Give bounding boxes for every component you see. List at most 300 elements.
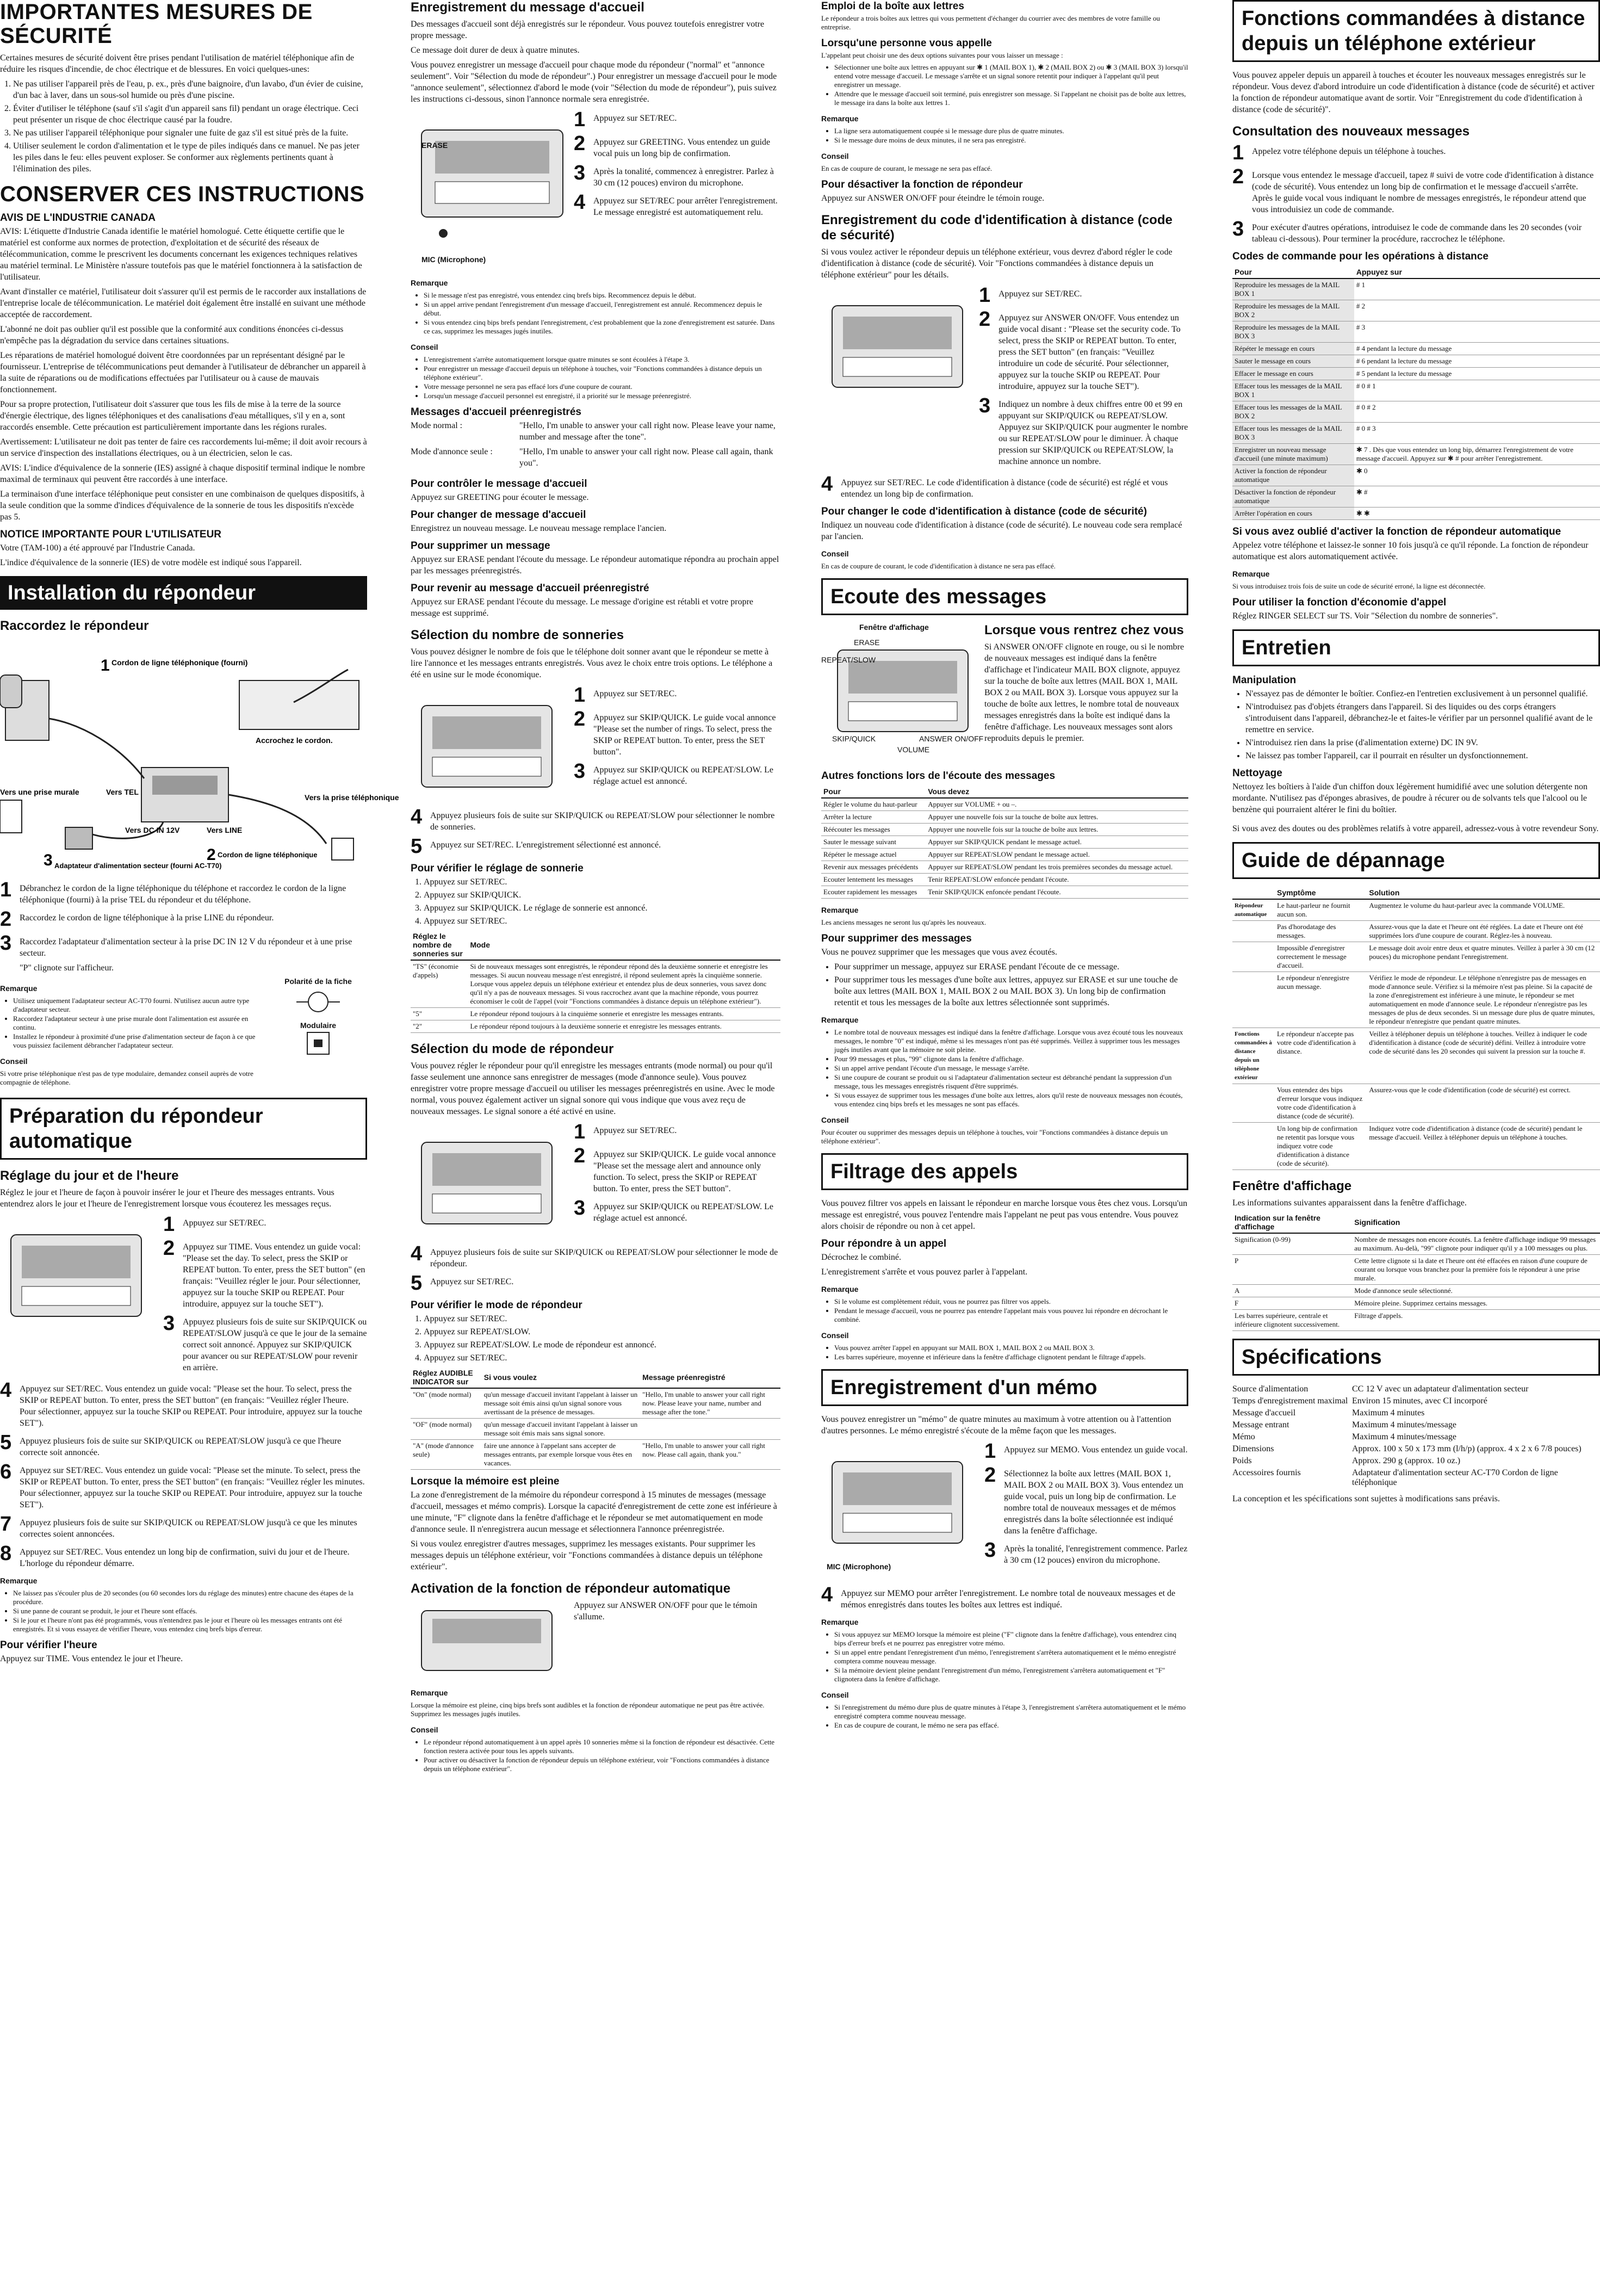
- check-title: Pour contrôler le message d'accueil: [411, 478, 587, 490]
- rings-steps-rest: [411, 807, 780, 857]
- step-text: Appuyez plusieurs fois de suite sur SKIP/QUICK ou REPEAT/SLOW jusqu'à ce que le jour de la semaine correct soit annoncé. Appuyez sur SKIP/QUICK pour avancer ou sur REPEAT/SLOW pour revenir en arrière.: [183, 1317, 367, 1372]
- clock-remarques: [0, 1589, 367, 1633]
- conseil-item: • En cas de coupure de courant, le mémo ne sera pas effacé.: [834, 1721, 1188, 1730]
- spec-value: Adaptateur d'alimentation secteur AC-T70 Cordon de ligne téléphonique: [1352, 1468, 1558, 1487]
- activate-machine-drawing: [411, 1600, 563, 1681]
- step-number: 4: [821, 1583, 833, 1606]
- table-cell: F: [1232, 1297, 1352, 1310]
- step: [821, 474, 1188, 500]
- table-cell: Sauter le message suivant: [821, 836, 926, 849]
- step-text: Débranchez le cordon de la ligne téléphonique du téléphone et raccordez le cordon de la ligne téléphonique (fourni) à la prise TEL du répondeur et du téléphone.: [20, 884, 346, 905]
- step-text: Appuyez plusieurs fois de suite sur SKIP/QUICK ou REPEAT/SLOW jusqu'à ce que l'heure correcte soit annoncée.: [20, 1437, 342, 1457]
- table-cell: Cette lettre clignote si la date et l'heure ont été effacées en raison d'une coupure de courant ou lorsque vous branchez pour la première fois le répondeur à une prise murale.: [1352, 1255, 1600, 1285]
- step: [984, 1540, 1188, 1566]
- greet-conseil-label: Conseil: [411, 343, 438, 351]
- spec-value: Environ 15 minutes, avec CI incorporé: [1352, 1396, 1487, 1406]
- step-text: Appuyez plusieurs fois de suite sur SKIP/QUICK ou REPEAT/SLOW jusqu'à ce que les minutes correctes soient annoncées.: [20, 1518, 357, 1539]
- remarque-item: • Si le jour et l'heure n'ont pas été programmés, vous n'entendrez pas le jour et l'heure où les messages entrants ont été enregistrés. Et si vous essayez de vérifier l'heure, vous entendez cinq brefs bips d'erreur.: [13, 1616, 367, 1633]
- step: [574, 133, 780, 159]
- spec-value: CC 12 V avec un adaptateur d'alimentation secteur: [1352, 1384, 1529, 1394]
- step-number: 2: [163, 1237, 175, 1260]
- delmsg-remarques: [821, 1028, 1188, 1109]
- mode-title: Sélection du mode de répondeur: [411, 1042, 614, 1056]
- trouble-title: Guide de dépannage: [1232, 842, 1600, 879]
- machine-back-shape: [239, 680, 359, 729]
- spec-label: Poids: [1232, 1456, 1252, 1465]
- step-number: 3: [0, 932, 12, 955]
- clock-remarque-label: Remarque: [0, 1576, 38, 1585]
- rings-machine-drawing: [411, 684, 563, 803]
- table-row: [411, 1419, 780, 1440]
- step-number: 5: [411, 1272, 423, 1295]
- rings-verify-steps: [411, 876, 780, 927]
- step-text: Appuyez sur SET/REC. Le code d'identification à distance (code de sécurité) est réglé et vous entendez un long bip de confirmation.: [841, 478, 1168, 499]
- table-cell: Arrêter la lecture: [821, 811, 926, 824]
- step-number: 1: [0, 878, 12, 901]
- table-cell: Réécouter les messages: [821, 824, 926, 836]
- table-row: [411, 1440, 780, 1470]
- table-cell: Veillez à téléphoner depuis un téléphone à touches. Veillez à indiquer le code d'identification à distance (code de sécurité) défini. Veillez à introduire votre code de sécurité dans les 20 secondes qui suivent la pression sur la touche #.: [1367, 1028, 1600, 1084]
- step-number: 4: [574, 191, 586, 214]
- step-text: Raccordez le cordon de ligne téléphonique à la prise LINE du répondeur.: [20, 913, 274, 923]
- greet-remarque-label: Remarque: [411, 279, 448, 287]
- full-title: Lorsque la mémoire est pleine: [411, 1476, 560, 1487]
- step: [574, 1122, 780, 1142]
- table-header-cell: Indication sur la fenêtre d'affichage: [1232, 1212, 1352, 1233]
- table-cell: Nombre de messages non encore écoutés. La fenêtre d'affichage indique 99 messages au maximum. Au-delà, "99" clignote pour indiquer qu'il y a 100 messages ou plus.: [1352, 1233, 1600, 1255]
- connection-illustration: [0, 637, 399, 876]
- table-cell: [1232, 1084, 1275, 1123]
- activate-text: Appuyez sur ANSWER ON/OFF pour que le témoin s'allume.: [574, 1601, 758, 1622]
- memo-device-row: [821, 1440, 1188, 1581]
- code-steps-first: [979, 284, 1188, 471]
- table-row: [1232, 444, 1600, 465]
- step: [574, 1198, 780, 1224]
- safety-title: IMPORTANTES MESURES DE SÉCURITÉ: [0, 0, 313, 48]
- screen-conseil-label: Conseil: [821, 1331, 849, 1340]
- table-cell: qu'un message d'accueil invitant l'appelant à laisser un message soit émis ainsi qu'un signal sonore vous avertissant de la présence de messages.: [482, 1388, 640, 1419]
- table-row: [1232, 401, 1600, 423]
- table-cell: Arrêter l'opération en cours: [1232, 508, 1354, 520]
- spec-row: [1232, 1443, 1600, 1455]
- table-row: [1232, 486, 1600, 508]
- column-2: [411, 0, 780, 2296]
- memo-conseils: [821, 1703, 1188, 1730]
- step-text: Appuyez sur SET/REC.: [999, 289, 1082, 299]
- caller-item: • Attendre que le message d'accueil soit terminé, puis enregistrer son message. Si l'appelant ne choisit pas de boîte aux lettres, le message ira dans la boîte aux lettres 1.: [834, 90, 1188, 107]
- delmsg-items: [821, 961, 1188, 1008]
- answering-machine-drawing: [0, 1213, 152, 1333]
- spec-label: Message d'accueil: [1232, 1408, 1296, 1418]
- mode-verify-steps: [411, 1313, 780, 1364]
- delmsg-intro: Vous ne pouvez supprimer que les messages que vous avez écoutés.: [821, 948, 1057, 957]
- step-text: Lorsque vous entendez le message d'accueil, tapez # suivi de votre code d'identification à distance (code de sécurité). Vous entendez un long bip de confirmation et le message d'accueil s'arrête. Après le guide vocal vous indiquant le nombre de messages enregistrés, le répondeur attend que vous introduisiez un code de commande.: [1252, 171, 1594, 214]
- label-phone-jack: Vers la prise téléphonique: [305, 793, 399, 802]
- listen-volume-label: VOLUME: [897, 745, 930, 754]
- step-number: 2: [574, 1144, 586, 1167]
- greet-paragraph: Vous pouvez enregistrer un message d'accueil pour chaque mode du répondeur ("normal" et "annonce seulement". Voir "Sélection du mode de répondeur".) Pour enregistrer un message d'accueil pour le mode "annonce seulement", sélectionnez d'abord le mode (voir "Sélection du mode de répondeur"), puis suivez les instructions ci-dessous, sinon l'annonce normale sera enregistrée.: [411, 60, 777, 104]
- manip-title: Manipulation: [1232, 674, 1297, 686]
- clock-device-row: [0, 1213, 367, 1377]
- check-text: Appuyez sur GREETING pour écouter le message.: [411, 493, 589, 502]
- table-cell: # 2: [1354, 300, 1600, 321]
- avis-paragraph: La terminaison d'une interface téléphonique peut consister en une combinaison de quelques dispositifs, à la seule condition que la somme d'indices d'équivalence de la sonnerie de tous les dispositifs n'excède pas 5.: [0, 490, 365, 522]
- connect-steps: [0, 880, 367, 959]
- listen-side: [984, 623, 1188, 747]
- caller-items: [821, 63, 1188, 107]
- remarque-item: • Pendant le message d'accueil, vous ne pourrez pas entendre l'appelant mais vous pouvez lui répondre en décrochant le combiné.: [834, 1307, 1188, 1324]
- change-title: Pour changer de message d'accueil: [411, 509, 586, 521]
- table-cell: [640, 1419, 780, 1440]
- manip-item: • N'essayez pas de démonter le boîtier. Confiez-en l'entretien exclusivement à un personnel qualifié.: [1245, 688, 1600, 700]
- step-text: Appuyez sur SET/REC.: [593, 114, 677, 123]
- table-cell: [1232, 921, 1275, 942]
- table-cell: Effacer tous les messages de la MAIL BOX 3: [1232, 423, 1354, 444]
- memo-remarques: [821, 1630, 1188, 1684]
- listen-text: Si ANSWER ON/OFF clignote en rouge, ou si le nombre de nouveaux messages est indiqué dans la fenêtre d'affichage et l'indicateur MAIL BOX clignote, appuyez sur la touche de boîte aux lettres (MAIL BOX 1, MAIL BOX 2 ou MAIL BOX 3). Lorsque vous appuyez sur la touche de boîte aux lettres, le nombre total de nouveaux messages enregistrés dans la boîte est indiqué dans la fenêtre d'affichage. Les nouveaux messages sont alors reproduits depuis le premier.: [984, 642, 1185, 743]
- label-cord1: Cordon de ligne téléphonique (fourni): [111, 658, 248, 667]
- avis-paragraph: L'abonné ne doit pas oublier qu'il est possible que la conformité aux conditions énoncées ci-dessus n'empêche pas la dégradation du service dans certaines situations.: [0, 325, 344, 345]
- listen-title: Ecoute des messages: [821, 578, 1188, 615]
- safety-item: 1. Ne pas utiliser l'appareil près de l'eau, p. ex., près d'une baignoire, d'un lavabo, d'un évier de cuisine, d'un bac à laver, dans un sous-sol humide ou près d'une piscine.: [13, 78, 367, 101]
- consult-title: Consultation des nouveaux messages: [1232, 124, 1470, 139]
- prerec-mode: Mode normal :: [411, 421, 463, 430]
- table-cell: Un long bip de confirmation ne retentit pas lorsque vous indiquez votre code d'identification à distance (code de sécurité).: [1275, 1123, 1367, 1170]
- rings-intro: Vous pouvez désigner le nombre de fois que le téléphone doit sonner avant que le répondeur se mette à lire l'annonce et les messages entrants enregistrés. Vous avez le choix entre trois options. Le téléphone a été en usine sur le mode économique.: [411, 647, 773, 679]
- table-cell: Ecouter rapidement les messages: [821, 886, 926, 899]
- spec-label: Accessoires fournis: [1232, 1468, 1301, 1477]
- connection-diagram: [0, 637, 399, 876]
- prerec-rows: [411, 420, 780, 472]
- step-text: Après la tonalité, commencez à enregistrer. Parlez à 30 cm (12 pouces) environ du microphone.: [593, 167, 774, 188]
- table-cell: # 0 # 2: [1354, 401, 1600, 423]
- conserve-title: CONSERVER CES INSTRUCTIONS: [0, 182, 365, 206]
- rings-table: [411, 930, 780, 1033]
- table-header-row: [411, 930, 780, 960]
- screen-conseils: [821, 1344, 1188, 1361]
- table-cell: Les barres supérieure, centrale et inférieure clignotent successivement.: [1232, 1310, 1352, 1331]
- step-text: Appuyez sur SET/REC. Vous entendez un guide vocal: "Please set the hour. To select, press the SKIP or REPEAT button. To enter, press the SET button" (en français: "Veuillez régler l'heure. Pour sélectionner, appuyez sur la touche SKIP ou REPEAT. Pour introduire, appuyez sur la touche SET").: [20, 1384, 362, 1428]
- table-row: [1232, 279, 1600, 300]
- step-text: Appuyez sur MEMO pour arrêter l'enregistrement. Le nombre total de nouveaux messages et de mémos enregistrés dans toutes les boîtes aux lettres est indiqué.: [841, 1589, 1176, 1610]
- step-number: 2: [979, 308, 991, 331]
- table-cell: Reproduire les messages de la MAIL BOX 3: [1232, 321, 1354, 343]
- table-cell: Appuyer sur REPEAT/SLOW pendant les trois premières secondes du message actuel.: [926, 861, 1188, 874]
- table-cell: # 4 pendant la lecture du message: [1354, 343, 1600, 355]
- table-cell: Assurez-vous que le code d'identification (code de sécurité) est correct.: [1367, 1084, 1600, 1123]
- avis-paragraph: Pour sa propre protection, l'utilisateur doit s'assurer que tous les fils de mise à la terre de la source d'énergie électrique, des lignes téléphoniques et des canalisations d'eau métalliques, s'il y en a, sont raccordés ensemble. Cette précaution est particulièrement importante dans les régions rurales.: [0, 400, 345, 432]
- greet-conseils: [411, 355, 780, 400]
- greet-device-figure: [411, 108, 574, 271]
- table-cell: Le répondeur répond toujours à la cinquième sonnerie et enregistre les messages entrants.: [468, 1008, 780, 1020]
- avis-paragraph: Avertissement: L'utilisateur ne doit pas tenter de faire ces raccordements lui-même; il doit avoir recours à un service d'inspection des installations électriques, ou à un électricien, selon le cas.: [0, 437, 367, 458]
- cord-line: [228, 795, 326, 844]
- listen-device-figure: [821, 623, 984, 764]
- clock-device-figure: [0, 1213, 163, 1333]
- step-number: 4: [0, 1379, 12, 1402]
- table-row: [821, 798, 1188, 811]
- label-adapter: Adaptateur d'alimentation secteur (fourni AC-T70): [54, 862, 222, 870]
- memo-steps-rest: [821, 1585, 1188, 1611]
- step-text: Appuyez sur SET/REC.: [593, 1126, 677, 1135]
- table-cell: Indiquez votre code d'identification à distance (code de sécurité) pendant le message d'accueil. Veillez à téléphoner depuis un téléphone à touches.: [1367, 1123, 1600, 1170]
- mode-device-row: [411, 1121, 780, 1240]
- verify-step: 3. Appuyez sur SKIP/QUICK. Le réglage de sonnerie est annoncé.: [424, 902, 780, 914]
- conseil-item: • Pour enregistrer un message d'accueil depuis un téléphone à touches, voir "Fonctions commandées à distance depuis un téléphone extérieur".: [424, 364, 780, 382]
- tollsaver-title: Pour utiliser la fonction d'économie d'appel: [1232, 597, 1447, 608]
- table-header-cell: Réglez le nombre de sonneries sur: [411, 930, 468, 960]
- mode-steps-first: [574, 1121, 780, 1227]
- caller-title: Lorsqu'une personne vous appelle: [821, 38, 992, 49]
- table-cell: "A" (mode d'annonce seule): [411, 1440, 482, 1470]
- rings-device-row: [411, 684, 780, 803]
- forgot-text: Appelez votre téléphone et laissez-le sonner 10 fois jusqu'à ce qu'il réponde. La fonction de répondeur automatique est alors automatiquement activée.: [1232, 541, 1589, 561]
- answer-paragraph: L'enregistrement s'arrête et vous pouvez parler à l'appelant.: [821, 1267, 1028, 1277]
- delmsg-conseil-label: Conseil: [821, 1116, 849, 1124]
- step-text: Appelez votre téléphone depuis un téléphone à touches.: [1252, 147, 1446, 156]
- label-hook: Accrochez le cordon.: [256, 736, 333, 745]
- step-number: 1: [984, 1440, 996, 1463]
- code-change-title: Pour changer le code d'identification à distance (code de sécurité): [821, 506, 1147, 517]
- table-cell: ✱ 7 . Dès que vous entendez un long bip, démarrez l'enregistrement de votre message d'accueil. Appuyez sur ✱ # pour arrêter l'enregistrement.: [1354, 444, 1600, 465]
- remarque-item: • Si un appel arrive pendant l'écoute d'un message, le message s'arrête.: [834, 1064, 1188, 1073]
- table-cell: Effacer le message en cours: [1232, 368, 1354, 380]
- table-cell: Effacer tous les messages de la MAIL BOX 1: [1232, 380, 1354, 401]
- table-cell: P: [1232, 1255, 1352, 1285]
- step: [574, 163, 780, 189]
- install-title: Installation du répondeur: [0, 576, 367, 610]
- table-cell: Désactiver la fonction de répondeur automatique: [1232, 486, 1354, 508]
- spec-row: [1232, 1455, 1600, 1467]
- step: [574, 685, 780, 705]
- delete-item: • Pour supprimer tous les messages d'une boîte aux lettres, appuyez sur ERASE et sur une touche de boîte aux lettres (MAIL BOX 1, MAIL BOX 2 ou MAIL BOX 3). Un long bip de confirmation retentit et tous les messages de la boîte aux lettres sélectionnée sont supprimés.: [834, 974, 1188, 1008]
- step-text: Appuyez sur ANSWER ON/OFF. Vous entendez un guide vocal disant : "Please set the security code. To select, press the SKIP or REPEAT button. To enter, press the SET button" (en français: "Veuillez introduire un code de sécurité. Pour sélectionner, appuyez sur la touche SKIP ou REPEAT. Pour introduire, appuyez sur la touche SET").: [999, 313, 1181, 391]
- other-title: Autres fonctions lors de l'écoute des messages: [821, 770, 1056, 782]
- table-cell: Signification (0-99): [1232, 1233, 1352, 1255]
- table-cell: Revenir aux messages précédents: [821, 861, 926, 874]
- spec-row: [1232, 1419, 1600, 1431]
- remarque-item: • Si une coupure de courant se produit ou si l'adaptateur d'alimentation secteur est débranché pendant la suppression d'un message, tous les messages enregistrés risquent d'être supprimés.: [834, 1073, 1188, 1091]
- screen-intro: Vous pouvez filtrer vos appels en laissant le répondeur en marche lorsque vous êtes chez vous. Lorsqu'un message est enregistré, vous pouvez l'entendre mais l'appelant ne peut pas vous entendre. Vous pouvez alors choisir de répondre ou non à cet appel.: [821, 1199, 1188, 1231]
- listen-device-row: [821, 623, 1188, 764]
- code-intro: Si vous voulez activer le répondeur depuis un téléphone extérieur, vous devrez d'abord régler le code d'identification à distance (code de sécurité). Voir "Fonctions commandées à distance depuis un téléphone extérieur" pour les détails.: [821, 247, 1173, 280]
- rings-title: Sélection du nombre de sonneries: [411, 628, 624, 642]
- step: [0, 880, 367, 906]
- tollsaver-text: Réglez RINGER SELECT sur TS. Voir "Sélection du nombre de sonneries".: [1232, 611, 1498, 621]
- conseil-item: • Les barres supérieure, moyenne et inférieure dans la fenêtre d'affichage clignotent pendant le filtrage d'appels.: [834, 1353, 1188, 1361]
- spec-value: Maximum 4 minutes: [1352, 1408, 1425, 1418]
- table-header-cell: Si vous voulez: [482, 1367, 640, 1388]
- table-cell: [1232, 972, 1275, 1028]
- remarque-item: • Raccordez l'adaptateur secteur à une prise murale dont l'alimentation est assurée en continu.: [13, 1014, 269, 1032]
- table-row: [1232, 368, 1600, 380]
- conseil-item: • Le répondeur répond automatiquement à un appel après 10 sonneries même si la fonction de répondeur est désactivée. Cette fonction restera activée pour tous les appels suivants.: [424, 1738, 780, 1755]
- table-cell: Régler le volume du haut-parleur: [821, 798, 926, 811]
- spec-label: Message entrant: [1232, 1420, 1289, 1429]
- safety-list: [0, 78, 367, 175]
- greet-device-row: [411, 108, 780, 271]
- delmsg-conseil: Pour écouter ou supprimer des messages depuis un téléphone à touches, voir "Fonctions commandées à distance depuis un téléphone extérieur".: [821, 1128, 1168, 1145]
- step-number: 4: [411, 806, 423, 828]
- code-conseil-label: Conseil: [821, 549, 849, 558]
- label-num2: 2: [207, 846, 216, 864]
- verify-step: 2. Appuyez sur SKIP/QUICK.: [424, 889, 780, 901]
- trouble-table: [1232, 887, 1600, 1170]
- table-cell: Appuyer sur SKIP/QUICK pendant le message actuel.: [926, 836, 1188, 849]
- window-table: [1232, 1212, 1600, 1331]
- memo-mic-label: MIC (Microphone): [827, 1562, 891, 1571]
- table-header-cell: Symptôme: [1275, 887, 1367, 899]
- prerec-title: Messages d'accueil préenregistrés: [411, 406, 581, 418]
- revert-text: Appuyez sur ERASE pendant l'écoute du message. Le message d'origine est rétabli et votre propre message est supprimé.: [411, 597, 754, 618]
- table-cell: Appuyer sur VOLUME + ou –.: [926, 798, 1188, 811]
- table-cell: [1232, 942, 1275, 972]
- modular-label: Modulaire: [300, 1021, 337, 1030]
- delete-item: • Pour supprimer un message, appuyez sur ERASE pendant l'écoute de ce message.: [834, 961, 1188, 973]
- greet-erase-label: ERASE: [421, 141, 448, 150]
- table-header-cell: [1232, 887, 1275, 899]
- mode-verify-title: Pour vérifier le mode de répondeur: [411, 1299, 582, 1311]
- activate-device-figure: [411, 1600, 574, 1681]
- verify-step: 3. Appuyez sur REPEAT/SLOW. Le mode de répondeur est annoncé.: [424, 1339, 780, 1351]
- forgot-title: Si vous avez oublié d'activer la fonction de répondeur automatique: [1232, 526, 1561, 537]
- table-row: [821, 849, 1188, 861]
- connect-note: "P" clignote sur l'afficheur.: [20, 963, 114, 973]
- codes-table: [1232, 266, 1600, 520]
- table-cell: Reproduire les messages de la MAIL BOX 1: [1232, 279, 1354, 300]
- table-cell: # 1: [1354, 279, 1600, 300]
- other-remarque: Les anciens messages ne seront lus qu'après les nouveaux.: [821, 918, 987, 926]
- table-cell: ✱ ✱: [1354, 508, 1600, 520]
- step: [984, 1441, 1188, 1462]
- greet-paragraphs: [411, 18, 780, 105]
- table-cell: "OF" (mode normal): [411, 1419, 482, 1440]
- table-cell: Augmentez le volume du haut-parleur avec la commande VOLUME.: [1367, 899, 1600, 921]
- rings-device-figure: [411, 684, 574, 803]
- table-cell: Appuyer sur REPEAT/SLOW pendant le message actuel.: [926, 849, 1188, 861]
- spec-value: Maximum 4 minutes/message: [1352, 1420, 1456, 1429]
- memo-title: Enregistrement d'un mémo: [821, 1369, 1188, 1406]
- remarque-item: • Si le volume est complètement réduit, vous ne pourrez pas filtrer vos appels.: [834, 1297, 1188, 1306]
- verify-step: 2. Appuyez sur REPEAT/SLOW.: [424, 1326, 780, 1338]
- conseil-item: • Lorsqu'un message d'accueil personnel est enregistré, il a priorité sur le message préenregistré.: [424, 392, 780, 400]
- step-number: 1: [574, 1121, 586, 1143]
- greet-paragraph: Ce message doit durer de deux à quatre minutes.: [411, 46, 580, 55]
- handset-shape: [0, 675, 22, 708]
- step: [163, 1313, 367, 1373]
- table-row: [1232, 1297, 1600, 1310]
- table-row: [411, 1388, 780, 1419]
- consult-steps: [1232, 143, 1600, 245]
- phone-jack-shape: [332, 838, 354, 860]
- table-row: [1232, 355, 1600, 368]
- table-row: [1232, 343, 1600, 355]
- mailbox-title: Emploi de la boîte aux lettres: [821, 1, 964, 12]
- remarque-item: • Si vous essayez de supprimer tous les messages d'une boîte aux lettres, alors qu'il reste de nouveaux messages non écoutés, vous entendez cinq bips brefs et les messages ne sont pas effacés.: [834, 1091, 1188, 1109]
- greet-title: Enregistrement du message d'accueil: [411, 0, 644, 15]
- remote-intro: Vous pouvez appeler depuis un appareil à touches et écouter les nouveaux messages enregistrés sur le répondeur. Vous devez d'abord introduire un code d'identification à distance (code de sécurité) et activer la fonction de répondeur automatique avant de sortir. Voir "Enregistrement du code d'identification à distance (code de sécurité)".: [1232, 71, 1595, 114]
- table-cell: Appuyer une nouvelle fois sur la touche de boîte aux lettres.: [926, 824, 1188, 836]
- step: [979, 285, 1188, 306]
- table-cell: "Hello, I'm unable to answer your call right now. Please leave your name, number and message after the tone.": [640, 1388, 780, 1419]
- mode-steps-rest: [411, 1243, 780, 1294]
- memo-intro: Vous pouvez enregistrer un "mémo" de quatre minutes au maximum à votre attention ou à l'attention d'autres personnes. Le mémo enregistré s'écoute de la même façon que les messages.: [821, 1415, 1171, 1435]
- step-text: Appuyez plusieurs fois de suite sur SKIP/QUICK ou REPEAT/SLOW pour sélectionner le mode de répondeur.: [430, 1248, 778, 1268]
- step: [574, 761, 780, 787]
- table-cell: Activer la fonction de répondeur automatique: [1232, 465, 1354, 486]
- table-cell: # 0 # 3: [1354, 423, 1600, 444]
- table-row: [1232, 423, 1600, 444]
- activate-remarque: Lorsque la mémoire est pleine, cinq bips brefs sont audibles et la fonction de répondeur automatique ne peut pas être activée. Supprimez les messages jugés inutiles.: [411, 1701, 765, 1718]
- code-steps-rest: [821, 474, 1188, 500]
- table-cell: Ecouter lentement les messages: [821, 874, 926, 886]
- table-row: [411, 1008, 780, 1020]
- table-header-row: [411, 1367, 780, 1388]
- delete-text: Appuyez sur ERASE pendant l'écoute du message. Le répondeur automatique répondra au prochain appel par les messages préenregistrés.: [411, 555, 779, 575]
- answer-paragraph: Décrochez le combiné.: [821, 1253, 902, 1262]
- step-number: 3: [574, 162, 586, 184]
- table-cell: Mémoire pleine. Supprimez certains messages.: [1352, 1297, 1600, 1310]
- connect-remarques: [0, 997, 269, 1050]
- table-cell: Répéter le message en cours: [1232, 343, 1354, 355]
- step-text: Appuyez plusieurs fois de suite sur SKIP/QUICK ou REPEAT/SLOW pour sélectionner le nombre de sonneries.: [430, 811, 775, 832]
- step-text: Appuyez sur SKIP/QUICK ou REPEAT/SLOW. Le réglage actuel est annoncé.: [593, 765, 773, 786]
- code-device-figure: [821, 284, 979, 404]
- step-number: 2: [1232, 165, 1244, 188]
- activate-title: Activation de la fonction de répondeur automatique: [411, 1581, 731, 1596]
- step: [1232, 219, 1600, 245]
- step-text: Pour exécuter d'autres opérations, introduisez le code de commande dans les 20 secondes (voir tableau ci-dessous). Pour terminer la procédure, raccrochez le téléphone.: [1252, 223, 1582, 244]
- avis-paragraph: AVIS: L'étiquette d'Industrie Canada identifie le matériel homologué. Cette étiquette certifie que le matériel est conforme aux normes de protection, d'exploitation et de sécurité des réseaux de télécommunication, comme le prescrivent les documents concernant les exigences techniques relatives au matériel terminal. Le Ministère n'assure toutefois pas que le matériel fonctionnera à la satisfaction de l'utilisateur.: [0, 227, 362, 282]
- table-cell: Sauter le message en cours: [1232, 355, 1354, 368]
- notice-paragraph: Votre (TAM-100) a été approuvé par l'Industrie Canada.: [0, 543, 195, 553]
- remarque-item: • La ligne sera automatiquement coupée si le message dure plus de quatre minutes.: [834, 127, 1188, 135]
- listen-subtitle: Lorsque vous rentrez chez vous: [984, 623, 1184, 638]
- connect-notes: [0, 977, 269, 1090]
- remarque-item: • Pour 99 messages et plus, "99" clignote dans la fenêtre d'affichage.: [834, 1055, 1188, 1063]
- prep-title: Préparation du répondeur automatique: [0, 1098, 367, 1160]
- caller-item: • Sélectionner une boîte aux lettres en appuyant sur ✱ 1 (MAIL BOX 1), ✱ 2 (MAIL BOX 2) ou ✱ 3 (MAIL BOX 3) lorsqu'il entend votre message d'accueil. Le message s'arrête et un signal sonore retentit pour indiquer à l'appelant qu'il peut enregistrer un message.: [834, 63, 1188, 89]
- table-row: [1232, 921, 1600, 942]
- spec-row: [1232, 1431, 1600, 1443]
- listen-answer-label: ANSWER ON/OFF: [919, 734, 984, 743]
- wall-outlet-shape: [0, 800, 22, 833]
- remarque-item: • Si un appel arrive pendant l'enregistrement d'un message d'accueil, l'enregistrement est annulé. Recommencez depuis le début.: [424, 300, 780, 318]
- safety-item: 4. Utiliser seulement le cordon d'alimentation et le type de piles indiqués dans ce manuel. Ne pas jeter les piles dans le feu: elles peuvent exploser. Se conformer aux règlements pertinents quant à l'élimination des piles.: [13, 140, 367, 175]
- spec-label: Temps d'enregistrement maximal: [1232, 1396, 1348, 1406]
- step-number: 1: [574, 108, 586, 131]
- table-row: [1232, 508, 1600, 520]
- table-row: [821, 861, 1188, 874]
- table-cell: Fonctions commandées à distance depuis un téléphone extérieur: [1232, 1028, 1275, 1084]
- window-intro: Les informations suivantes apparaissent dans la fenêtre d'affichage.: [1232, 1198, 1467, 1208]
- spec-label: Mémo: [1232, 1432, 1255, 1441]
- step-text: Appuyez sur MEMO. Vous entendez un guide vocal.: [1004, 1445, 1188, 1455]
- step-number: 3: [574, 760, 586, 783]
- mode-machine-drawing: [411, 1121, 563, 1240]
- step-number: 2: [984, 1464, 996, 1487]
- avis-paragraphs: [0, 226, 367, 523]
- plug-figures: [269, 977, 367, 1090]
- step-number: 2: [0, 908, 12, 931]
- revert-title: Pour revenir au message d'accueil préenregistré: [411, 583, 649, 594]
- avis-paragraph: Avant d'installer ce matériel, l'utilisateur doit s'assurer qu'il est permis de le raccorder aux installations de l'entreprise locale de télécommunication. Le matériel doit également être installé en suivant une méthode acceptée de raccordement.: [0, 287, 367, 319]
- table-header-cell: Réglez AUDIBLE INDICATOR sur: [411, 1367, 482, 1388]
- safety-intro: Certaines mesures de sécurité doivent être prises pendant l'utilisation de matériel téléphonique afin de réduire les risques d'incendie, de choc électrique et de blessures. En voici quelques-unes:: [0, 53, 355, 74]
- step-number: 2: [574, 132, 586, 155]
- table-cell: # 3: [1354, 321, 1600, 343]
- table-header-cell: Pour: [821, 785, 926, 798]
